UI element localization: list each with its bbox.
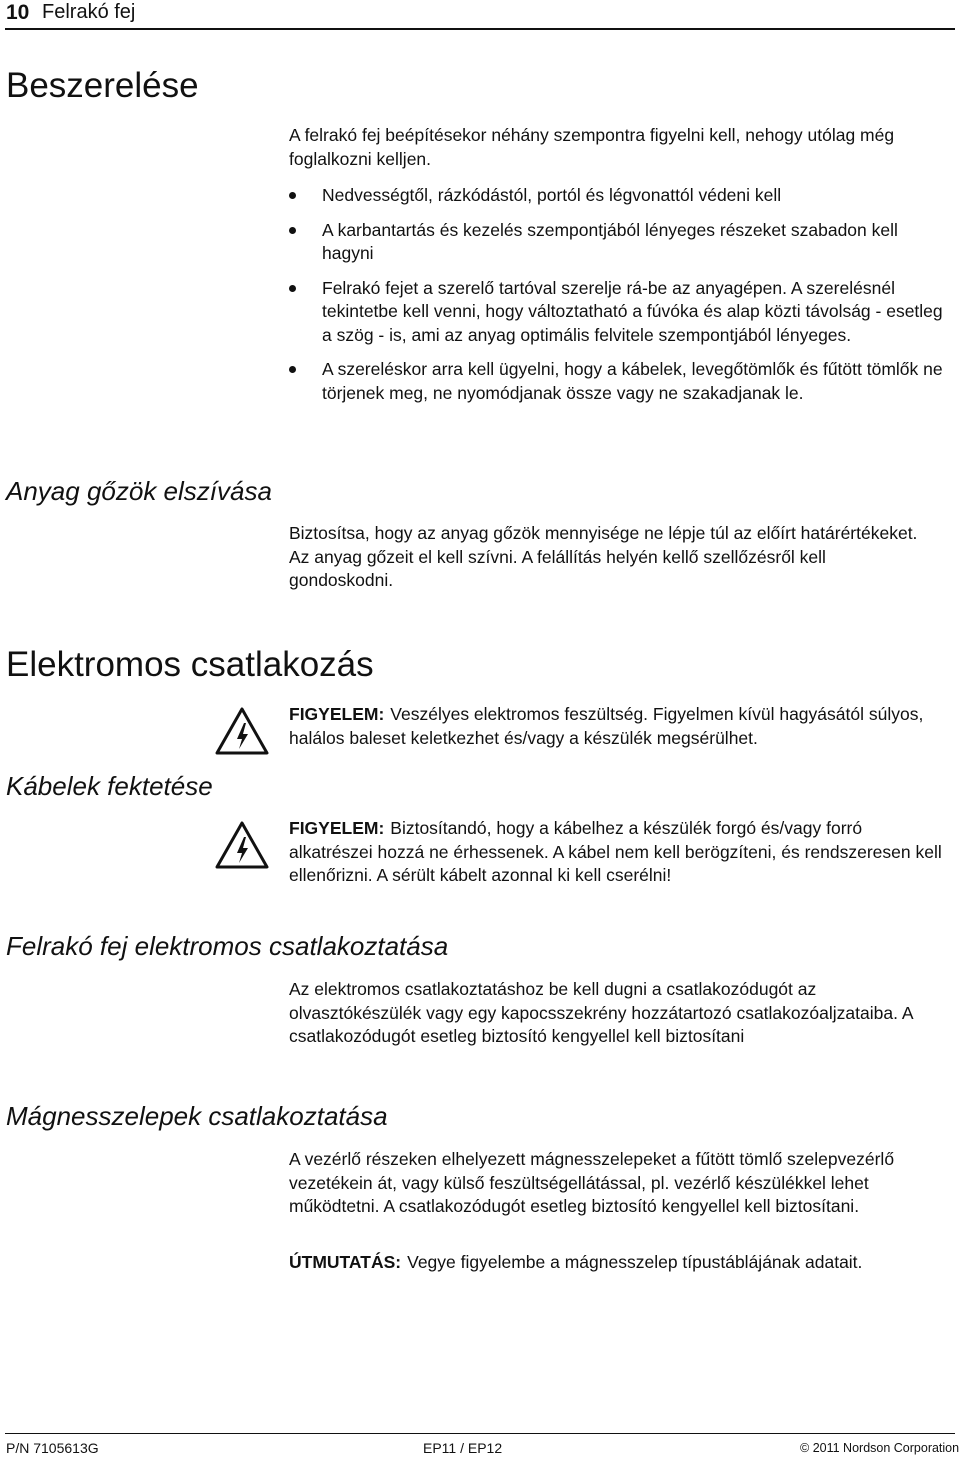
vapor-paragraph: Biztosítsa, hogy az anyag gőzök mennyisége ne lépje túl az előírt határértékeket. Az anyag gőzeit el kell szívni. A felállítás helyén kellő szellőzésről kell gondoskodni. bbox=[289, 523, 918, 590]
bullet-icon bbox=[289, 192, 296, 199]
list-item bbox=[289, 219, 954, 266]
heading-beszerelese: Beszerelése bbox=[6, 66, 199, 105]
list-item-text: Nedvességtől, rázkódástól, portól és légvonattól védeni kell bbox=[322, 185, 782, 205]
warning-label: FIGYELEM: bbox=[289, 704, 385, 724]
intro-paragraph: A felrakó fej beépítésekor néhány szempontra figyelni kell, nehogy utólag még foglalkozni kelljen. bbox=[289, 125, 895, 169]
header-rule bbox=[5, 28, 955, 30]
list-item-text: A karbantartás és kezelés szempontjából lényeges részeket szabadon kell hagyni bbox=[322, 219, 898, 263]
list-item bbox=[289, 358, 954, 405]
note-solenoid bbox=[289, 1251, 954, 1275]
heading-magnesszelepek: Mágnesszelepek csatlakoztatása bbox=[6, 1101, 388, 1131]
bullet-icon bbox=[289, 285, 296, 292]
list-item bbox=[289, 277, 954, 348]
heading-kabelek-fektetese: Kábelek fektetése bbox=[6, 771, 213, 801]
heading-elektromos-csatlakozas: Elektromos csatlakozás bbox=[6, 645, 374, 684]
footer-edition: EP11 / EP12 bbox=[423, 1440, 503, 1456]
electrical-hazard-warning-icon bbox=[215, 821, 269, 869]
note-text: Vegye figyelembe a mágnesszelep típustáblájának adatait. bbox=[407, 1252, 863, 1272]
footer-rule bbox=[5, 1433, 955, 1434]
copyright-symbol: © bbox=[800, 1441, 810, 1455]
copyright-text: 2011 Nordson Corporation bbox=[812, 1441, 960, 1455]
heading-felrako-fej-csatlakoztatasa: Felrakó fej elektromos csatlakoztatása bbox=[6, 931, 449, 961]
running-header-title: Felrakó fej bbox=[42, 1, 136, 23]
list-item-text: A szereléskor arra kell ügyelni, hogy a kábelek, levegőtömlők és fűtött tömlők ne törjenek meg, ne nyomódjanak össze vagy ne szakadjanak le. bbox=[322, 359, 943, 403]
bullet-icon bbox=[289, 227, 296, 234]
warning-cable-routing bbox=[289, 817, 944, 888]
heading-anyag-gozok: Anyag gőzök elszívása bbox=[6, 476, 272, 506]
footer-copyright bbox=[800, 1441, 959, 1455]
solenoid-paragraph: A vezérlő részeken elhelyezett mágnesszelepeket a fűtött tömlő szelepvezérlő vezetékein át, vagy külső feszültségellátással, pl. vezérlő készülékkel lehet működtetni. A csatlakozódugót esetleg biztosító kengyellel kell biztosítani. bbox=[289, 1149, 895, 1216]
installation-bullet-list bbox=[289, 184, 954, 416]
bullet-icon bbox=[289, 366, 296, 373]
electrical-connection-paragraph: Az elektromos csatlakoztatáshoz be kell dugni a csatlakozódugót az olvasztókészülék vagy egy kapocsszekrény hozzátartozó csatlakozóaljzataiba. A csatlakozódugót esetleg biztosító kengyellel kell biztosítani bbox=[289, 979, 913, 1046]
electrical-hazard-warning-icon bbox=[215, 707, 269, 755]
footer-part-number: P/N 7105613G bbox=[6, 1440, 99, 1456]
warning-text: Veszélyes elektromos feszültség. Figyelmen kívül hagyásától súlyos, halálos baleset keletkezhet és/vagy a készülék megsérülhet. bbox=[289, 704, 924, 748]
warning-electrical-voltage bbox=[289, 703, 944, 750]
warning-label: FIGYELEM: bbox=[289, 818, 385, 838]
warning-text: Biztosítandó, hogy a kábelhez a készülék forgó és/vagy forró alkatrészei hozzá ne érhessenek. A kábel nem kell berögzíteni, és rendszeresen kell ellenőrizni. A sérült kábelt azonnal ki kell cserélni! bbox=[289, 818, 942, 885]
list-item-text: Felrakó fejet a szerelő tartóval szerelje rá-be az anyagépen. A szerelésnél tekintetbe kell venni, hogy változtatható a fúvóka és alap közti távolság - esetleg a szög - is, ami az anyag optimális felvitele szempontjából lényeges. bbox=[322, 277, 943, 345]
list-item bbox=[289, 184, 954, 208]
page-number: 10 bbox=[6, 1, 30, 24]
note-label: ÚTMUTATÁS: bbox=[289, 1252, 402, 1272]
